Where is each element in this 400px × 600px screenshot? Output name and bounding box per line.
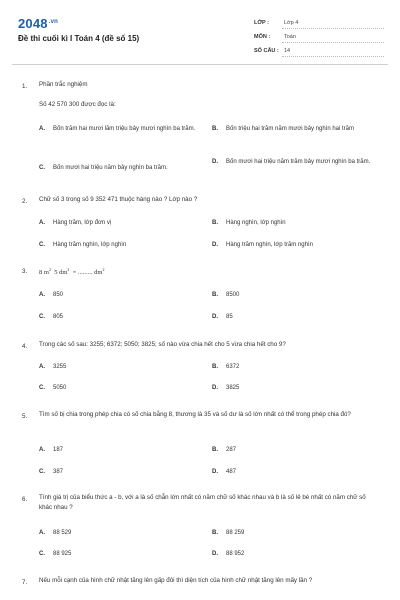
meta-class: LỚP : Lớp 4 bbox=[254, 16, 384, 30]
header-divider bbox=[12, 64, 388, 65]
option-d[interactable]: D. 3825 bbox=[212, 385, 240, 391]
question-number: 3. bbox=[22, 268, 28, 275]
option-b[interactable]: B. 88 259 bbox=[212, 530, 245, 536]
question-text: Nếu mỗi cạnh của hình chữ nhật tăng lên gấp đôi thì diện tích của hình chữ nhật tăng lên mấy lần ? bbox=[39, 577, 313, 584]
option-c[interactable]: C. Bốn mươi hai triệu năm bảy nghìn ba trăm. bbox=[39, 165, 168, 171]
option-b[interactable]: B. 6372 bbox=[212, 364, 240, 370]
option-d[interactable]: D. 88 952 bbox=[212, 551, 245, 557]
option-d[interactable]: D. Hàng trăm nghìn, lớp trăm nghìn bbox=[212, 242, 313, 248]
question-number: 5. bbox=[22, 413, 28, 420]
exam-meta bbox=[254, 16, 384, 58]
option-a[interactable]: A. Bốn trăm hai mươi lăm triệu bảy mươi nghìn ba trăm. bbox=[39, 126, 196, 132]
meta-question-count: SỐ CÂU : 14 bbox=[254, 44, 384, 58]
option-c[interactable]: C. 387 bbox=[39, 469, 64, 475]
exam-title: Đề thi cuối kì I Toán 4 (đề số 15) bbox=[18, 34, 140, 43]
question-text: Tìm số bị chia trong phép chia có số chia bằng 8, thương là 35 và số dư là số lớn nhất có thể trong phép chia đó? bbox=[39, 411, 351, 418]
option-a[interactable]: A. 850 bbox=[39, 292, 64, 298]
option-a[interactable]: A. 88 529 bbox=[39, 530, 72, 536]
site-logo[interactable]: $2048^{.vn}$ bbox=[18, 16, 59, 31]
meta-subject: MÔN : Toán bbox=[254, 30, 384, 44]
option-d[interactable]: D. 487 bbox=[212, 469, 237, 475]
question-number: 1. bbox=[22, 83, 28, 90]
option-b[interactable]: B. Hàng nghìn, lớp nghìn bbox=[212, 220, 286, 226]
option-c[interactable]: C. 88 925 bbox=[39, 551, 72, 557]
option-c[interactable]: C. 805 bbox=[39, 314, 64, 320]
option-c[interactable]: C. 5050 bbox=[39, 385, 67, 391]
option-b[interactable]: B. Bốn triệu hai trăm năm mươi bảy nghìn hai trăm bbox=[212, 126, 355, 132]
option-a[interactable]: A. 3255 bbox=[39, 364, 67, 370]
question-text: Phần trắc nghiệm bbox=[39, 81, 88, 88]
question-subtext: Số 42 570 300 được đọc là: bbox=[39, 101, 116, 108]
option-b[interactable]: B. 8500 bbox=[212, 292, 240, 298]
question-text: Chữ số 3 trong số 9 352 471 thuộc hàng nào ? Lớp nào ? bbox=[39, 196, 198, 203]
question-text: Tính giá trị của biểu thức a - b, với a là số chẵn lớn nhất có năm chữ số khác nhau và b là số lẻ bé nhất có năm chữ số khác nhau ? bbox=[39, 494, 366, 511]
question-number: 7. bbox=[22, 579, 28, 586]
question-number: 4. bbox=[22, 343, 28, 350]
question-number: 6. bbox=[22, 496, 28, 503]
option-a[interactable]: A. Hàng trăm, lớp đơn vị bbox=[39, 220, 112, 226]
option-d[interactable]: D. Bốn mươi hai triệu năm trăm bảy mươi nghìn ba trăm. bbox=[212, 159, 371, 165]
option-a[interactable]: A. 187 bbox=[39, 447, 64, 453]
option-b[interactable]: B. 287 bbox=[212, 447, 237, 453]
question-text: Trong các số sau: 3255; 6372; 5050; 3825; số nào vừa chia hết cho 5 vừa chia hết cho 9? bbox=[39, 341, 286, 348]
option-c[interactable]: C. Hàng trăm nghìn, lớp nghìn bbox=[39, 242, 127, 248]
question-number: 2. bbox=[22, 198, 28, 205]
math-expression: 8 $m^2$ 5 $dm^2$ = ......... $dm^2$ bbox=[39, 267, 105, 277]
option-d[interactable]: D. 85 bbox=[212, 314, 233, 320]
